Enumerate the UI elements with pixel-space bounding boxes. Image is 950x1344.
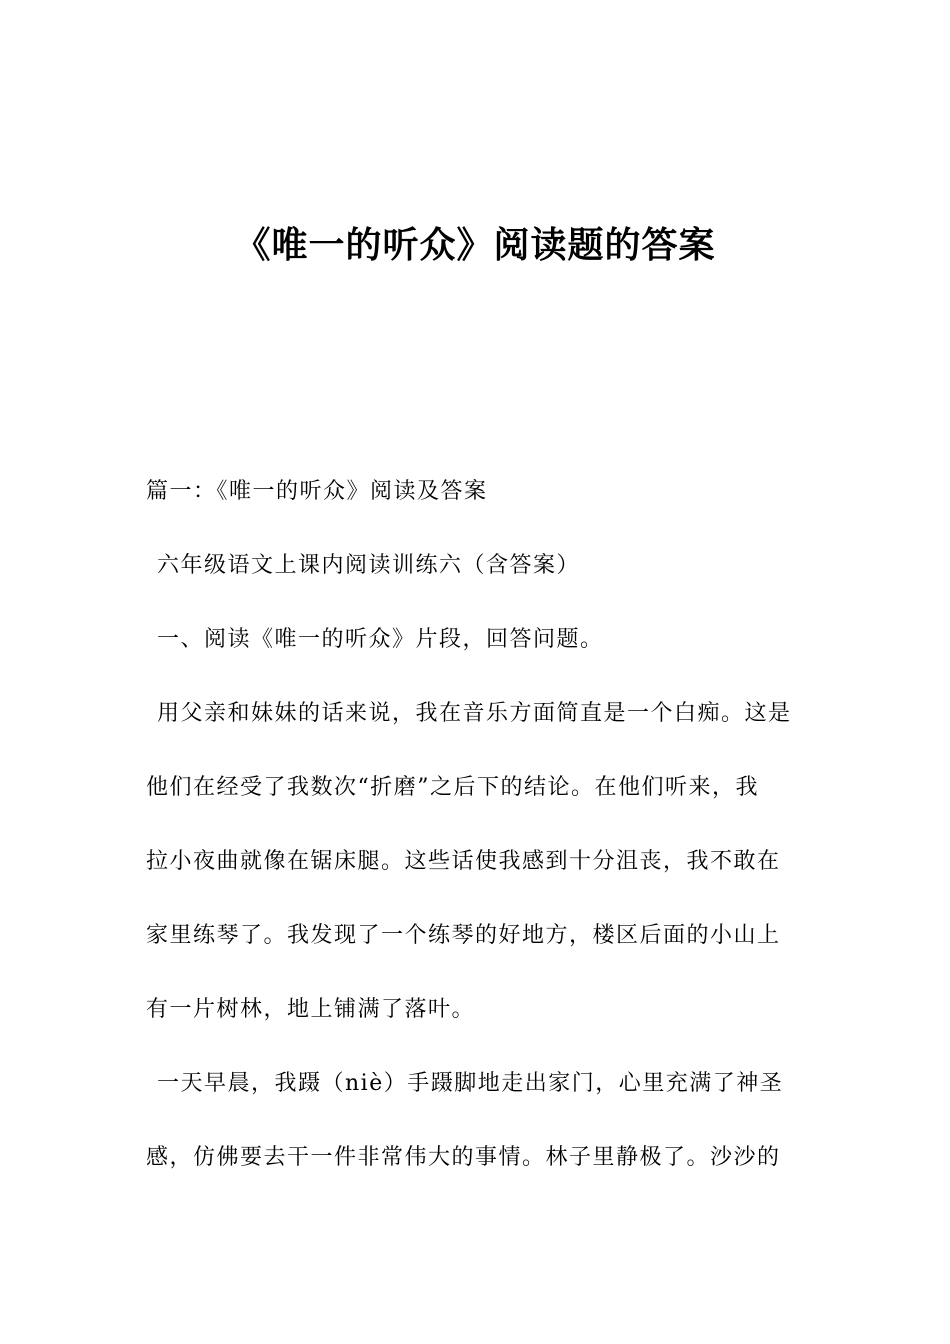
paragraph-line: 家里练琴了。我发现了一个练琴的好地方，楼区后面的小山上 bbox=[146, 923, 781, 948]
document-title: 《唯一的听众》阅读题的答案 bbox=[234, 225, 716, 266]
section-heading: 篇一：《唯一的听众》阅读及答案 bbox=[146, 479, 488, 504]
document-body bbox=[146, 455, 808, 1195]
question-heading: 一、阅读《唯一的听众》片段，回答问题。 bbox=[157, 627, 604, 652]
subtitle-line: 六年级语文上课内阅读训练六（含答案） bbox=[157, 553, 581, 578]
paragraph-line: 有一片树林，地上铺满了落叶。 bbox=[146, 997, 476, 1022]
paragraph-line: 用父亲和妹妹的话来说，我在音乐方面简直是一个白痴。这是 bbox=[157, 701, 792, 726]
paragraph-line: 拉小夜曲就像在锯床腿。这些话使我感到十分沮丧，我不敢在 bbox=[146, 849, 781, 874]
paragraph-line: 他们在经受了我数次“折磨”之后下的结论。在他们听来，我 bbox=[146, 775, 759, 800]
paragraph-line: 一天早晨，我蹑（niè）手蹑脚地走出家门，心里充满了神圣 bbox=[157, 1071, 784, 1096]
paragraph-line: 感，仿佛要去干一件非常伟大的事情。林子里静极了。沙沙的 bbox=[146, 1145, 781, 1170]
